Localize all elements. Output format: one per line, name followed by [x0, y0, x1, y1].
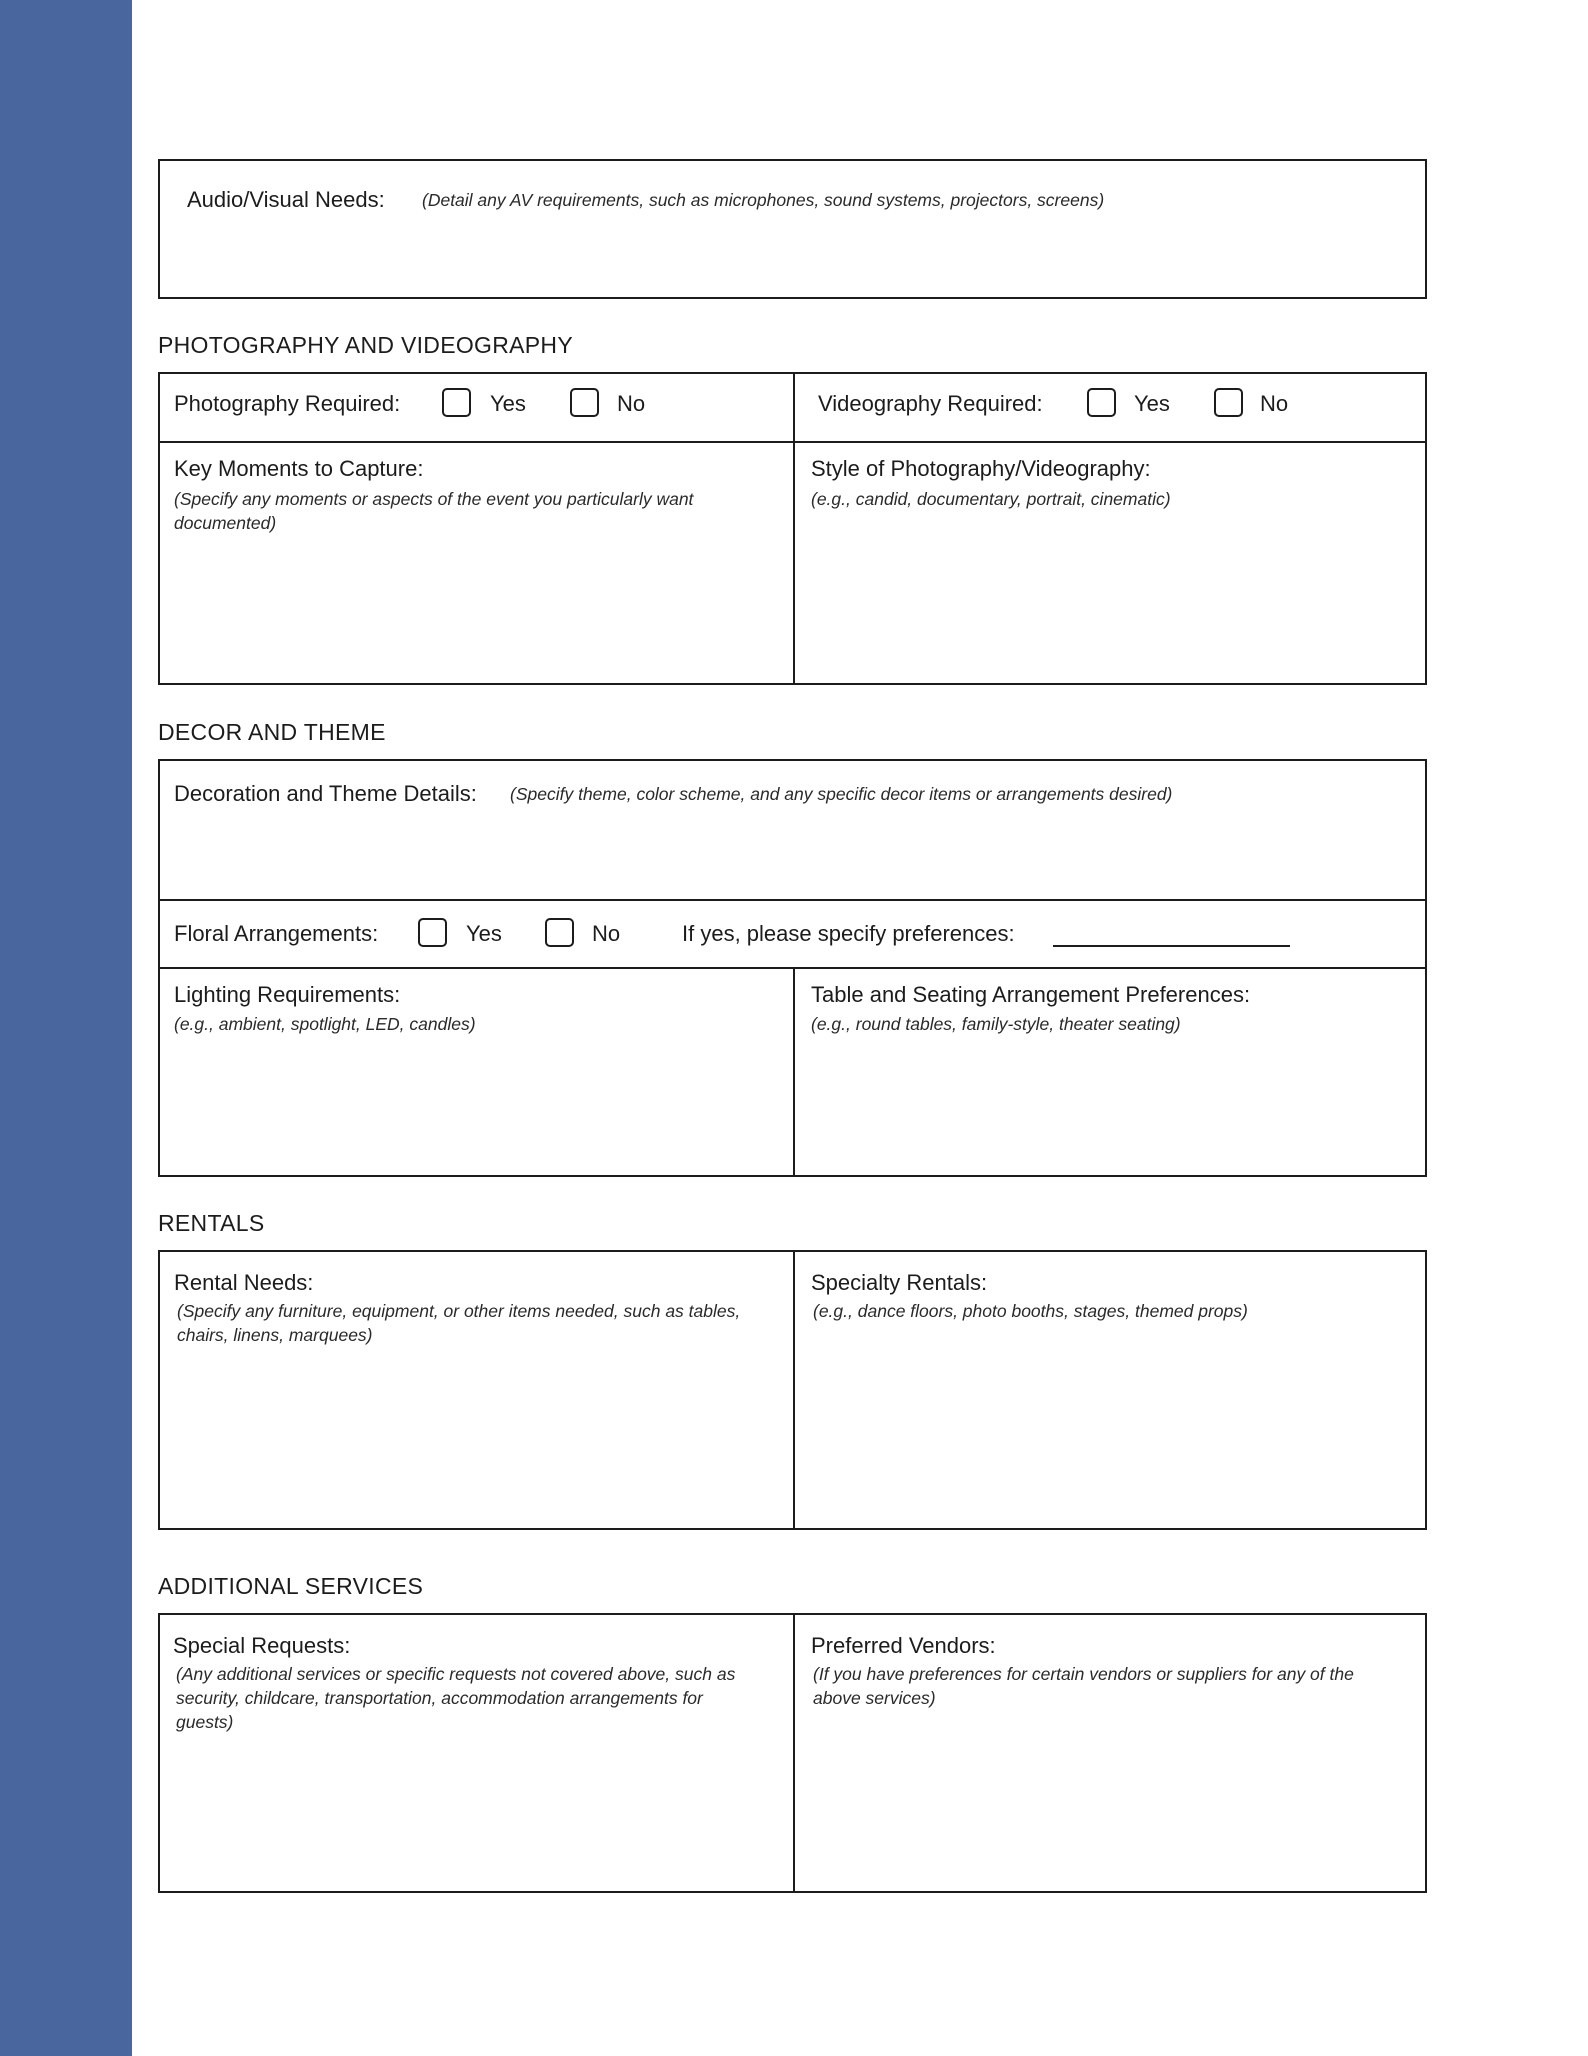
- preferred-vendors-label: Preferred Vendors:: [811, 1633, 996, 1658]
- av-needs-label: Audio/Visual Needs:: [187, 187, 385, 212]
- key-moments-label: Key Moments to Capture:: [174, 456, 424, 481]
- decor-theme-box: [158, 759, 1427, 1177]
- additional-services-box: [158, 1613, 1427, 1893]
- rentals-box: [158, 1250, 1427, 1530]
- seating-hint: (e.g., round tables, family-style, theater seating): [811, 1014, 1181, 1034]
- lighting-hint: (e.g., ambient, spotlight, LED, candles): [174, 1014, 476, 1034]
- av-needs-hint: (Detail any AV requirements, such as microphones, sound systems, projectors, screens): [422, 190, 1105, 210]
- special-requests-label: Special Requests:: [173, 1633, 351, 1658]
- floral-specify-label: If yes, please specify preferences:: [682, 921, 1015, 946]
- rental-needs-hint-line2: chairs, linens, marquees): [177, 1325, 373, 1345]
- special-requests-hint-line3: guests): [176, 1712, 234, 1732]
- photo-style-field[interactable]: [795, 443, 1425, 683]
- videography-yes-label: Yes: [1134, 391, 1170, 416]
- floral-preferences-line[interactable]: [1053, 945, 1290, 947]
- key-moments-field[interactable]: [160, 443, 792, 683]
- floral-yes-checkbox[interactable]: [418, 918, 447, 947]
- specialty-rentals-label: Specialty Rentals:: [811, 1270, 988, 1295]
- floral-yes-label: Yes: [466, 921, 502, 946]
- key-moments-hint-line2: documented): [174, 513, 277, 533]
- photography-videography-box: [158, 372, 1427, 685]
- section-heading-additional: ADDITIONAL SERVICES: [158, 1573, 424, 1599]
- lighting-field[interactable]: [160, 969, 792, 1175]
- videography-no-checkbox[interactable]: [1214, 388, 1243, 417]
- section-heading-decor: DECOR AND THEME: [158, 719, 386, 745]
- rental-needs-hint-line1: (Specify any furniture, equipment, or other items needed, such as tables,: [177, 1301, 741, 1321]
- photography-yes-checkbox[interactable]: [442, 388, 471, 417]
- specialty-rentals-hint: (e.g., dance floors, photo booths, stages, themed props): [813, 1301, 1248, 1321]
- seating-field[interactable]: [795, 969, 1425, 1175]
- row-divider: [160, 899, 1425, 901]
- section-heading-photography: PHOTOGRAPHY AND VIDEOGRAPHY: [158, 332, 573, 358]
- preferred-vendors-hint-line2: above services): [813, 1688, 936, 1708]
- preferred-vendors-field[interactable]: [795, 1615, 1425, 1891]
- photography-yes-label: Yes: [490, 391, 526, 416]
- lighting-label: Lighting Requirements:: [174, 982, 401, 1007]
- preferred-vendors-hint-line1: (If you have preferences for certain vendors or suppliers for any of the: [813, 1664, 1354, 1684]
- decor-details-hint: (Specify theme, color scheme, and any specific decor items or arrangements desired): [510, 784, 1173, 804]
- rental-needs-field[interactable]: [160, 1252, 792, 1528]
- floral-arrangements-label: Floral Arrangements:: [174, 921, 379, 946]
- floral-no-checkbox[interactable]: [545, 918, 574, 947]
- special-requests-hint-line2: security, childcare, transportation, accommodation arrangements for: [176, 1688, 703, 1708]
- special-requests-hint-line1: (Any additional services or specific requests not covered above, such as: [176, 1664, 736, 1684]
- seating-label: Table and Seating Arrangement Preferences:: [811, 982, 1251, 1007]
- section-heading-rentals: RENTALS: [158, 1210, 265, 1236]
- photography-required-label: Photography Required:: [174, 391, 401, 416]
- decor-details-field[interactable]: [160, 761, 1425, 899]
- specialty-rentals-field[interactable]: [795, 1252, 1425, 1528]
- photo-style-hint: (e.g., candid, documentary, portrait, cinematic): [811, 489, 1171, 509]
- key-moments-hint-line1: (Specify any moments or aspects of the event you particularly want: [174, 489, 694, 509]
- videography-required-label: Videography Required:: [818, 391, 1043, 416]
- sidebar-accent-bar: [0, 0, 132, 2056]
- special-requests-field[interactable]: [160, 1615, 792, 1891]
- photography-no-checkbox[interactable]: [570, 388, 599, 417]
- videography-yes-checkbox[interactable]: [1087, 388, 1116, 417]
- photo-style-label: Style of Photography/Videography:: [811, 456, 1151, 481]
- videography-no-label: No: [1260, 391, 1289, 416]
- rental-needs-label: Rental Needs:: [174, 1270, 314, 1295]
- decor-details-label: Decoration and Theme Details:: [174, 781, 477, 806]
- photography-no-label: No: [617, 391, 646, 416]
- av-needs-box[interactable]: [158, 159, 1427, 299]
- floral-no-label: No: [592, 921, 621, 946]
